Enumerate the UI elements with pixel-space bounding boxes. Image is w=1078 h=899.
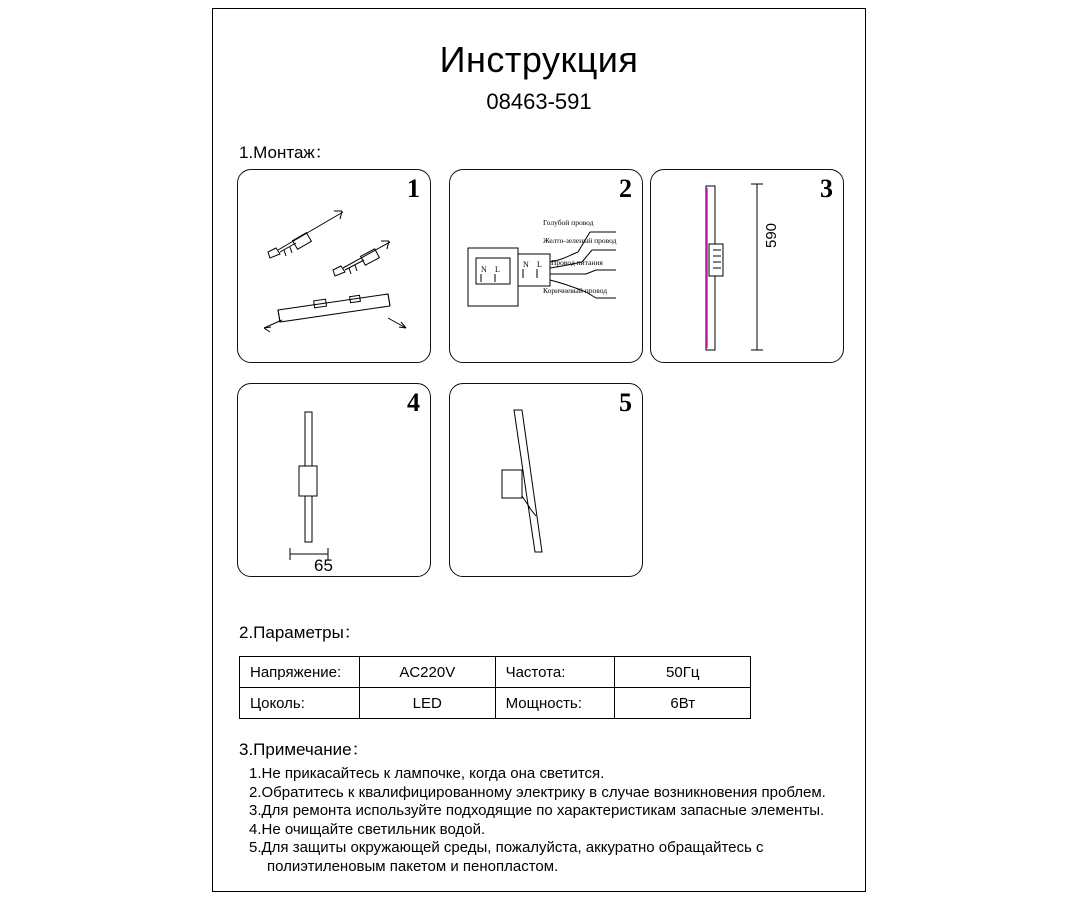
param-power-label: Мощность: — [495, 688, 615, 719]
table-row — [240, 657, 751, 688]
figure-5 — [449, 383, 643, 577]
section-notes-heading: 3.Примечание： — [239, 740, 369, 759]
figure-2-drawing — [450, 170, 644, 364]
list-item: 1.Не прикасайтесь к лампочке, когда она светится. — [249, 765, 605, 782]
notes-list — [249, 765, 849, 877]
wire-label-power: Провод питания — [551, 258, 603, 267]
wire-label-yellow-green: Желто-зеленый провод — [543, 236, 617, 245]
figure-4 — [237, 383, 431, 577]
param-power-value: 6Вт — [615, 688, 751, 719]
param-voltage-label: Напряжение: — [240, 657, 360, 688]
parameters-table — [239, 656, 751, 719]
param-frequency-label: Частота: — [495, 657, 615, 688]
list-item-continuation: полиэтиленовым пакетом и пенопластом. — [267, 857, 559, 875]
figure-2-number: 2 — [619, 174, 632, 203]
table-row — [240, 688, 751, 719]
svg-text:N: N — [481, 265, 487, 274]
list-item: 3.Для ремонта используйте подходящие по характеристикам запасные элементы. — [249, 802, 825, 820]
list-item: 4.Не очищайте светильник водой. — [249, 820, 486, 838]
svg-text:L: L — [537, 260, 542, 269]
page-title: Инструкция — [439, 39, 639, 80]
param-base-label: Цоколь: — [240, 688, 360, 719]
list-item: 5.Для защиты окружающей среды, пожалуйста, аккуратно обращайтесь с — [249, 839, 764, 857]
dimension-length-label: 590 — [763, 222, 780, 248]
model-number: 08463-591 — [486, 89, 592, 114]
figure-4-number: 4 — [407, 388, 420, 417]
figure-5-drawing — [450, 384, 644, 578]
wire-label-blue: Голубой провод — [543, 218, 594, 227]
figure-3-number: 3 — [820, 174, 833, 203]
figure-3 — [650, 169, 844, 363]
list-item: 2.Обратитесь к квалифицированному электрику в случае возникновения проблем. — [249, 783, 826, 801]
instruction-sheet — [212, 8, 866, 892]
param-frequency-value: 50Гц — [615, 657, 751, 688]
figure-1 — [237, 169, 431, 363]
section-parameters-heading: 2.Параметры： — [239, 623, 361, 642]
figure-5-number: 5 — [619, 388, 632, 417]
svg-text:L: L — [495, 265, 500, 274]
svg-text:N: N — [523, 260, 529, 269]
figure-4-drawing — [238, 384, 432, 578]
wire-label-brown: Коричневый провод — [543, 286, 608, 295]
figure-1-number: 1 — [407, 174, 420, 203]
section-mounting-heading: 1.Монтаж： — [239, 143, 332, 162]
dimension-width-label: 65 — [314, 556, 333, 575]
figure-3-drawing — [651, 170, 845, 364]
figure-1-drawing — [238, 170, 432, 364]
param-base-value: LED — [359, 688, 495, 719]
param-voltage-value: AC220V — [359, 657, 495, 688]
figure-2 — [449, 169, 643, 363]
